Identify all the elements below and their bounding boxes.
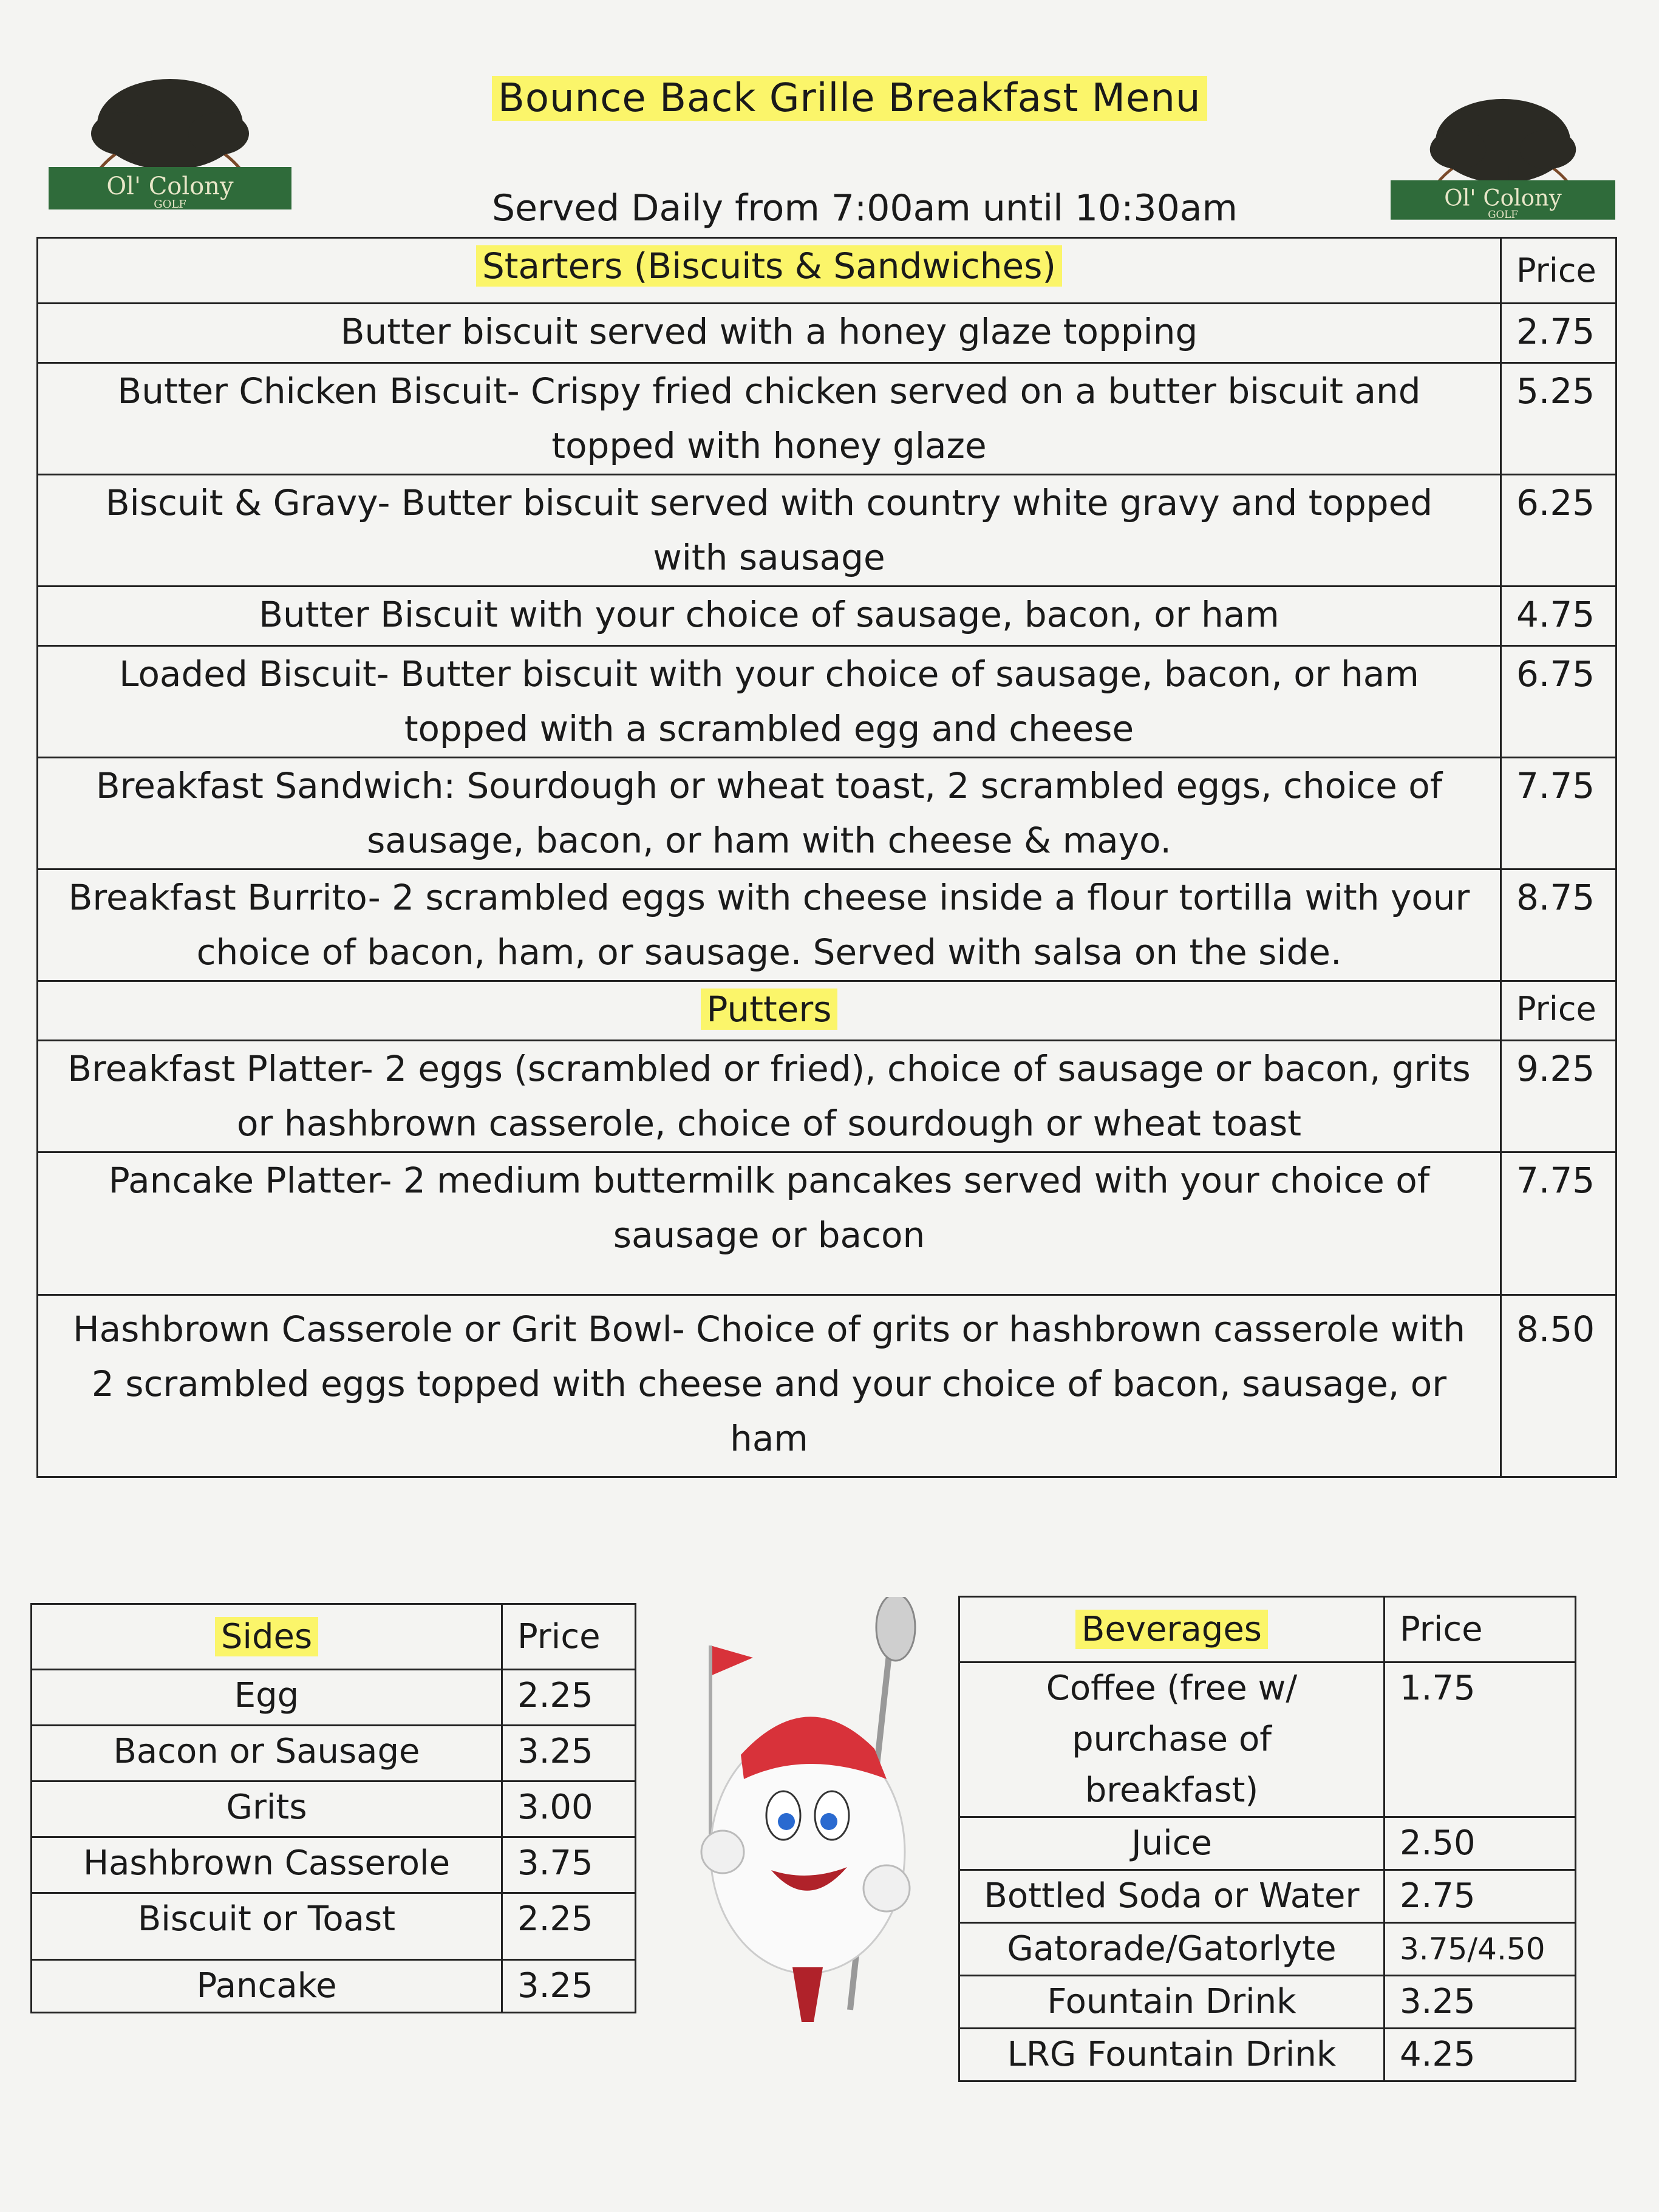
side-price: 3.00: [502, 1782, 636, 1837]
golf-ball-mascot-icon: [686, 1597, 923, 2022]
side-name: Hashbrown Casserole: [32, 1837, 502, 1893]
item-price: 2.75: [1501, 304, 1616, 363]
item-price: 6.25: [1501, 475, 1616, 587]
beverage-price: 2.75: [1385, 1870, 1576, 1923]
logo-text: Ol' Colony: [106, 172, 234, 200]
sides-table: [30, 1603, 636, 2013]
beverage-price: 3.75/4.50: [1385, 1923, 1576, 1976]
side-price: 3.75: [502, 1837, 636, 1893]
beverage-price: 1.75: [1385, 1662, 1576, 1817]
section-heading: Beverages: [959, 1597, 1385, 1662]
item-price: 8.50: [1501, 1295, 1616, 1477]
item-description: Hashbrown Casserole or Grit Bowl- Choice of grits or hashbrown casserole with 2 scrambled eggs topped with cheese and your choice of bacon, sausage, or ham: [38, 1295, 1501, 1477]
menu-item-row: [38, 304, 1616, 363]
item-description: Breakfast Sandwich: Sourdough or wheat toast, 2 scrambled eggs, choice of sausage, bacon, or ham with cheese & mayo.: [38, 758, 1501, 869]
side-price: 3.25: [502, 1960, 636, 2013]
price-header: Price: [502, 1604, 636, 1670]
section-heading: Putters: [38, 981, 1501, 1041]
item-description: Butter biscuit served with a honey glaze topping: [38, 304, 1501, 363]
side-name: Biscuit or Toast: [32, 1893, 502, 1960]
beverage-row: [959, 1976, 1576, 2029]
side-row: [32, 1893, 636, 1960]
item-price: 7.75: [1501, 1152, 1616, 1295]
beverage-name: Juice: [959, 1817, 1385, 1870]
item-description: Loaded Biscuit- Butter biscuit with your choice of sausage, bacon, or ham topped with a scrambled egg and cheese: [38, 646, 1501, 758]
beverage-price: 3.25: [1385, 1976, 1576, 2029]
item-description: Butter Chicken Biscuit- Crispy fried chicken served on a butter biscuit and topped with honey glaze: [38, 363, 1501, 475]
item-price: 4.75: [1501, 587, 1616, 646]
menu-item-row: [38, 758, 1616, 869]
side-price: 2.25: [502, 1670, 636, 1726]
side-row: [32, 1782, 636, 1837]
beverage-name: Gatorade/Gatorlyte: [959, 1923, 1385, 1976]
side-name: Pancake: [32, 1960, 502, 2013]
main-menu-table: [36, 237, 1617, 1478]
side-name: Bacon or Sausage: [32, 1726, 502, 1782]
beverage-name: LRG Fountain Drink: [959, 2029, 1385, 2081]
beverage-row: [959, 1923, 1576, 1976]
side-row: [32, 1837, 636, 1893]
side-name: Egg: [32, 1670, 502, 1726]
side-price: 3.25: [502, 1726, 636, 1782]
menu-item-row: [38, 646, 1616, 758]
menu-item-row: [38, 363, 1616, 475]
beverages-header-row: [959, 1597, 1576, 1662]
item-description: Biscuit & Gravy- Butter biscuit served with country white gravy and topped with sausage: [38, 475, 1501, 587]
item-description: Butter Biscuit with your choice of sausage, bacon, or ham: [38, 587, 1501, 646]
price-header: Price: [1385, 1597, 1576, 1662]
side-row: [32, 1726, 636, 1782]
side-price: 2.25: [502, 1893, 636, 1960]
section-heading: Starters (Biscuits & Sandwiches): [38, 238, 1501, 304]
price-header: Price: [1501, 238, 1616, 304]
beverage-name: Coffee (free w/ purchase of breakfast): [959, 1662, 1385, 1817]
beverage-price: 2.50: [1385, 1817, 1576, 1870]
side-row: [32, 1960, 636, 2013]
beverage-row: [959, 1817, 1576, 1870]
menu-item-row: [38, 869, 1616, 981]
beverage-name: Bottled Soda or Water: [959, 1870, 1385, 1923]
price-header: Price: [1501, 981, 1616, 1041]
beverage-price: 4.25: [1385, 2029, 1576, 2081]
side-name: Grits: [32, 1782, 502, 1837]
side-row: [32, 1670, 636, 1726]
section-heading: Sides: [32, 1604, 502, 1670]
logo-subtext: GOLF: [1488, 208, 1518, 220]
item-description: Breakfast Burrito- 2 scrambled eggs with cheese inside a flour tortilla with your choice of bacon, ham, or sausage. Served with salsa on the side.: [38, 869, 1501, 981]
menu-item-row: [38, 475, 1616, 587]
ol-colony-logo-right: [1391, 85, 1615, 231]
menu-item-row: [38, 1295, 1616, 1477]
putters-header-row: [38, 981, 1616, 1041]
sides-header-row: [32, 1604, 636, 1670]
menu-item-row: [38, 1041, 1616, 1152]
item-description: Breakfast Platter- 2 eggs (scrambled or fried), choice of sausage or bacon, grits or hashbrown casserole, choice of sourdough or wheat toast: [38, 1041, 1501, 1152]
item-price: 9.25: [1501, 1041, 1616, 1152]
logo-text: Ol' Colony: [1444, 185, 1562, 211]
starters-header-row: [38, 238, 1616, 304]
beverage-row: [959, 1662, 1576, 1817]
item-price: 6.75: [1501, 646, 1616, 758]
item-price: 5.25: [1501, 363, 1616, 475]
item-description: Pancake Platter- 2 medium buttermilk pancakes served with your choice of sausage or bacon: [38, 1152, 1501, 1295]
menu-item-row: [38, 1152, 1616, 1295]
menu-item-row: [38, 587, 1616, 646]
beverage-row: [959, 1870, 1576, 1923]
menu-title: Bounce Back Grille Breakfast Menu: [492, 76, 1207, 121]
served-hours: Served Daily from 7:00am until 10:30am: [492, 187, 1238, 230]
beverage-row: [959, 2029, 1576, 2081]
beverages-table: [958, 1596, 1576, 2082]
beverage-name: Fountain Drink: [959, 1976, 1385, 2029]
logo-subtext: GOLF: [154, 198, 186, 211]
item-price: 7.75: [1501, 758, 1616, 869]
item-price: 8.75: [1501, 869, 1616, 981]
ol-colony-logo-left: [49, 67, 291, 219]
